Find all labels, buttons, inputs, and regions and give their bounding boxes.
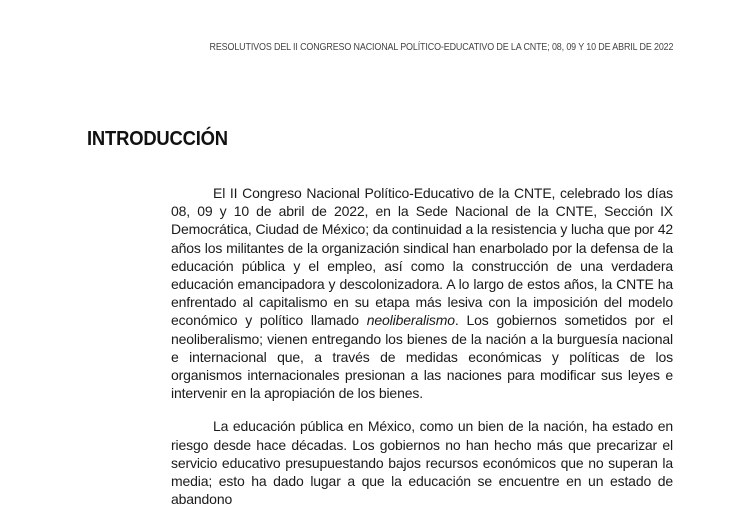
paragraph-1 xyxy=(171,184,673,402)
paragraph-1-italic-term: neoliberalismo xyxy=(366,312,455,329)
paragraph-2 xyxy=(171,417,673,508)
paragraph-1-text: El II Congreso Nacional Político-Educativo de la CNTE, celebrado los días 08, 09 y 10 de abril de 2022, en la Sede Nacional de la CNTE, Sección IX Democrática, Ciudad de México; da continuidad a la resistencia y lucha que por 42 años los militantes de la organización sindical han enarbolado por la defensa de la educación pública y el empleo, así como la construcción de una verdadera educación emancipadora y descolonizadora. A lo largo de estos años, la CNTE ha enfrentado al capitalismo en su etapa más lesiva con la imposición del modelo económico y político llamado xyxy=(171,185,673,329)
running-header: RESOLUTIVOS DEL II CONGRESO NACIONAL POLÍTICO-EDUCATIVO DE LA CNTE; 08, 09 Y 10 DE ABRIL DE 2022 xyxy=(209,42,673,53)
section-title: INTRODUCCIÓN xyxy=(87,128,228,150)
paragraph-2-text: La educación pública en México, como un bien de la nación, ha estado en riesgo desde hace décadas. Los gobiernos no han hecho más que precarizar el servicio educativo presupuestando bajos recursos económicos que no superan la media; esto ha dado lugar a que la educación se encuentre en un estado de abandono xyxy=(171,418,673,508)
body-text xyxy=(171,184,673,523)
paragraph-1-text-end: . Los gobiernos sometidos por el neoliberalismo; vienen entregando los bienes de la nación a la burguesía nacional e internacional que, a través de medidas económicas y políticas de los organismos internacionales presionan a las naciones para modificar sus leyes e intervenir en la apropiación de los bienes. xyxy=(171,312,673,402)
